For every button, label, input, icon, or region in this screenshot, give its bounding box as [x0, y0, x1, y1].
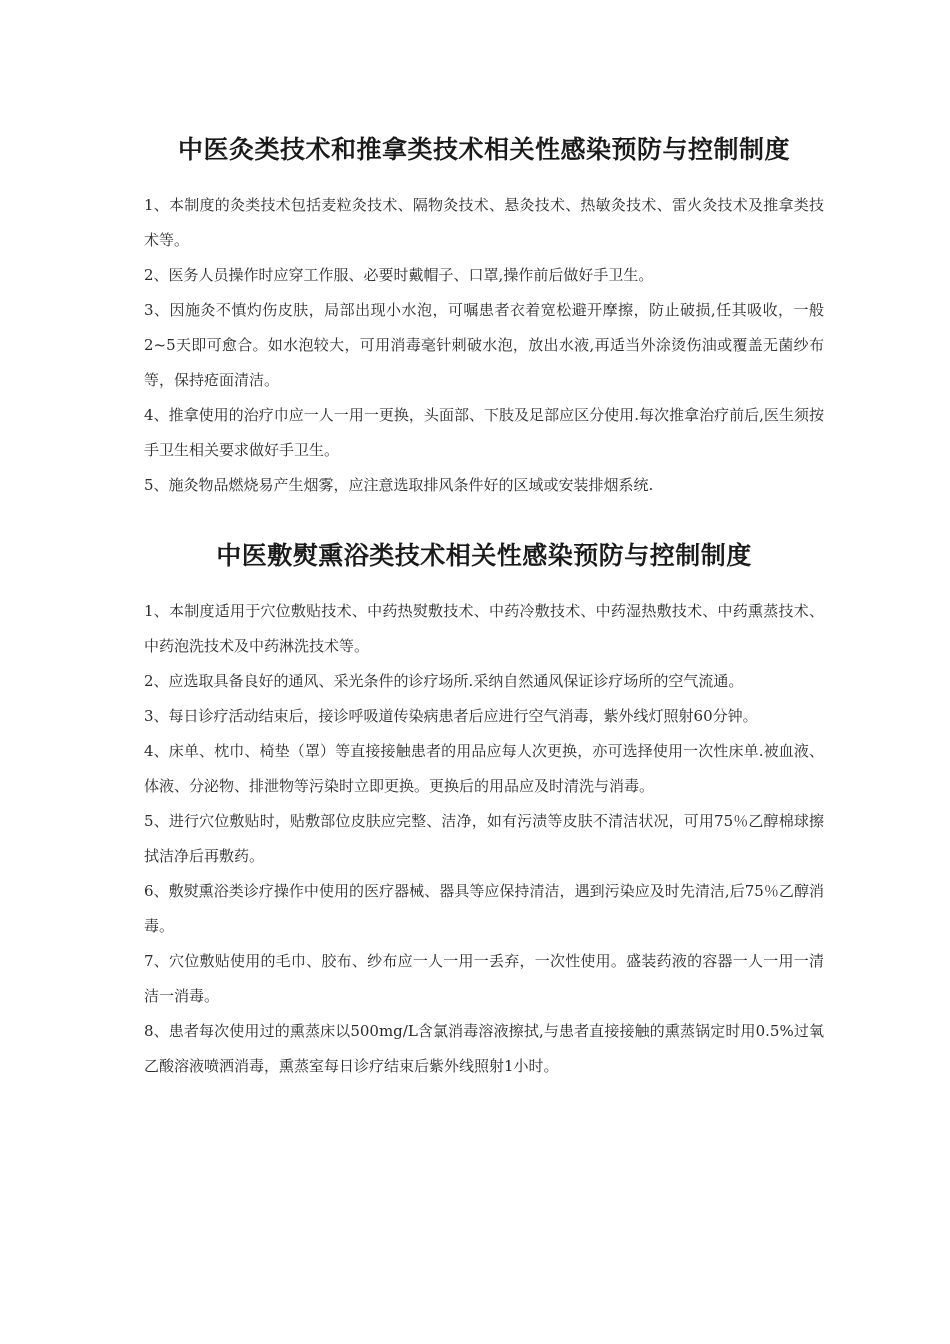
paragraph: 6、敷熨熏浴类诊疗操作中使用的医疗器械、器具等应保持清洁，遇到污染应及时先清洁,后75％乙醇消毒。 [144, 882, 824, 935]
section-title: 中医灸类技术和推拿类技术相关性感染预防与控制制度 [177, 135, 790, 164]
section-title: 中医敷熨熏浴类技术相关性感染预防与控制制度 [216, 541, 752, 570]
paragraph: 5、进行穴位敷贴时，贴敷部位皮肤应完整、洁净，如有污渍等皮肤不清洁状况，可用75％乙醇棉球擦拭洁净后再敷药。 [144, 812, 824, 865]
paragraph: 2、应选取具备良好的通风、采光条件的诊疗场所.采纳自然通风保证诊疗场所的空气流通。 [144, 672, 744, 690]
paragraph: 5、施灸物品燃烧易产生烟雾，应注意选取排风条件好的区域或安装排烟系统. [144, 476, 654, 494]
section-body [144, 188, 824, 503]
paragraph: 1、本制度的灸类技术包括麦粒灸技术、隔物灸技术、悬灸技术、热敏灸技术、雷火灸技术及推拿类技术等。 [144, 196, 824, 249]
paragraph: 3、因施灸不慎灼伤皮肤，局部出现小水泡，可嘱患者衣着宽松避开摩擦，防止破损,任其吸收，一般2~5天即可愈合。如水泡较大，可用消毒毫针刺破水泡，放出水液,再适当外涂烫伤油或覆盖无菌纱布等，保持疮面清洁。 [144, 301, 824, 389]
paragraph: 7、穴位敷贴使用的毛巾、胶布、纱布应一人一用一丢弃，一次性使用。盛装药液的容器一人一用一清洁一消毒。 [144, 952, 824, 1005]
section-body [144, 594, 824, 1084]
paragraph: 1、本制度适用于穴位敷贴技术、中药热熨敷技术、中药冷敷技术、中药湿热敷技术、中药熏蒸技术、中药泡洗技术及中药淋洗技术等。 [144, 602, 824, 655]
section-compress-fumigation [144, 540, 824, 1084]
paragraph: 2、医务人员操作时应穿工作服、必要时戴帽子、口罩,操作前后做好手卫生。 [144, 266, 654, 284]
paragraph: 4、床单、枕巾、椅垫（罩）等直接接触患者的用品应每人次更换，亦可选择使用一次性床单.被血液、体液、分泌物、排泄物等污染时立即更换。更换后的用品应及时清洗与消毒。 [144, 742, 824, 795]
section-moxibustion-massage [144, 134, 824, 503]
paragraph: 4、推拿使用的治疗巾应一人一用一更换，头面部、下肢及足部应区分使用.每次推拿治疗前后,医生须按手卫生相关要求做好手卫生。 [144, 406, 824, 459]
paragraph: 8、患者每次使用过的熏蒸床以500mg/L含氯消毒溶液擦拭,与患者直接接触的熏蒸锅定时用0.5%过氧乙酸溶液喷洒消毒，熏蒸室每日诊疗结束后紫外线照射1小时。 [144, 1022, 824, 1075]
paragraph: 3、每日诊疗活动结束后，接诊呼吸道传染病患者后应进行空气消毒，紫外线灯照射60分钟。 [144, 707, 758, 725]
